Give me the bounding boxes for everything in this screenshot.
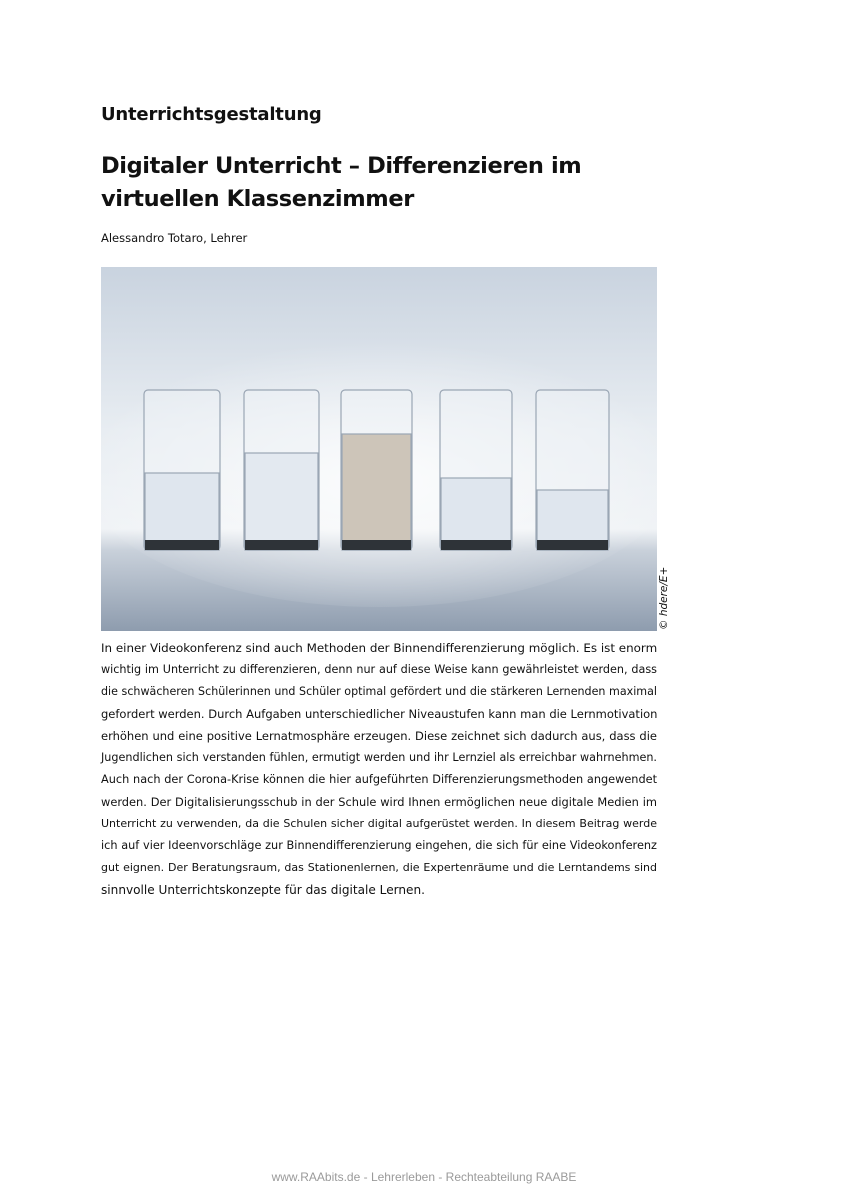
- body-line: gut eignen. Der Beratungsraum, das Stationenlernen, die Expertenräume und die Lerntandems sind: [101, 861, 657, 874]
- photo-credit: © hdere/E+: [658, 566, 670, 630]
- body-line: wichtig im Unterricht zu differenzieren, denn nur auf diese Weise kann gewährleistet werden, dass: [101, 663, 657, 676]
- glass: [244, 390, 319, 550]
- body-line: ich auf vier Ideenvorschläge zur Binnendifferenzierung eingehen, die sich für eine Videokonferenz: [101, 839, 657, 852]
- page-title: [101, 150, 581, 216]
- glass: [341, 390, 412, 550]
- glass: [144, 390, 220, 550]
- body-line: erhöhen und eine positive Lernatmosphäre erzeugen. Diese zeichnet sich dadurch aus, dass die: [101, 729, 657, 743]
- author: Alessandro Totaro, Lehrer: [101, 231, 248, 245]
- body-line: Unterricht zu verwenden, da die Schulen sicher digital aufgerüstet werden. In diesem Beitrag werde: [101, 817, 657, 830]
- body-line: werden. Der Digitalisierungsschub in der Schule wird Ihnen ermöglichen neue digitale Medien im: [101, 795, 657, 809]
- glasses-photo: [101, 267, 657, 631]
- body-line: die schwächeren Schülerinnen und Schüler optimal gefördert und die stärkeren Lernenden maximal: [101, 685, 657, 698]
- glass: [440, 390, 512, 550]
- footer-link[interactable]: www.RAAbits.de - Lehrerleben - Rechteabteilung RAABE: [271, 1170, 577, 1184]
- glass: [536, 390, 609, 550]
- body-line: Auch nach der Corona-Krise können die hier aufgeführten Differenzierungsmethoden angewendet: [101, 773, 657, 786]
- body-line: In einer Videokonferenz sind auch Methoden der Binnendifferenzierung möglich. Es ist enorm: [101, 641, 658, 655]
- section-heading: Unterrichtsgestaltung: [101, 104, 322, 125]
- body-line: Jugendlichen sich verstanden fühlen, ermutigt werden und ihr Lernziel als erreichbar wahrnehmen.: [101, 751, 657, 764]
- title-line: Digitaler Unterricht – Differenzieren im: [101, 153, 582, 179]
- title-line: virtuellen Klassenzimmer: [101, 186, 414, 212]
- body-line: sinnvolle Unterrichtskonzepte für das digitale Lernen.: [101, 883, 426, 897]
- body-line: gefordert werden. Durch Aufgaben unterschiedlicher Niveaustufen kann man die Lernmotivation: [101, 707, 658, 721]
- body-paragraph: [101, 637, 657, 901]
